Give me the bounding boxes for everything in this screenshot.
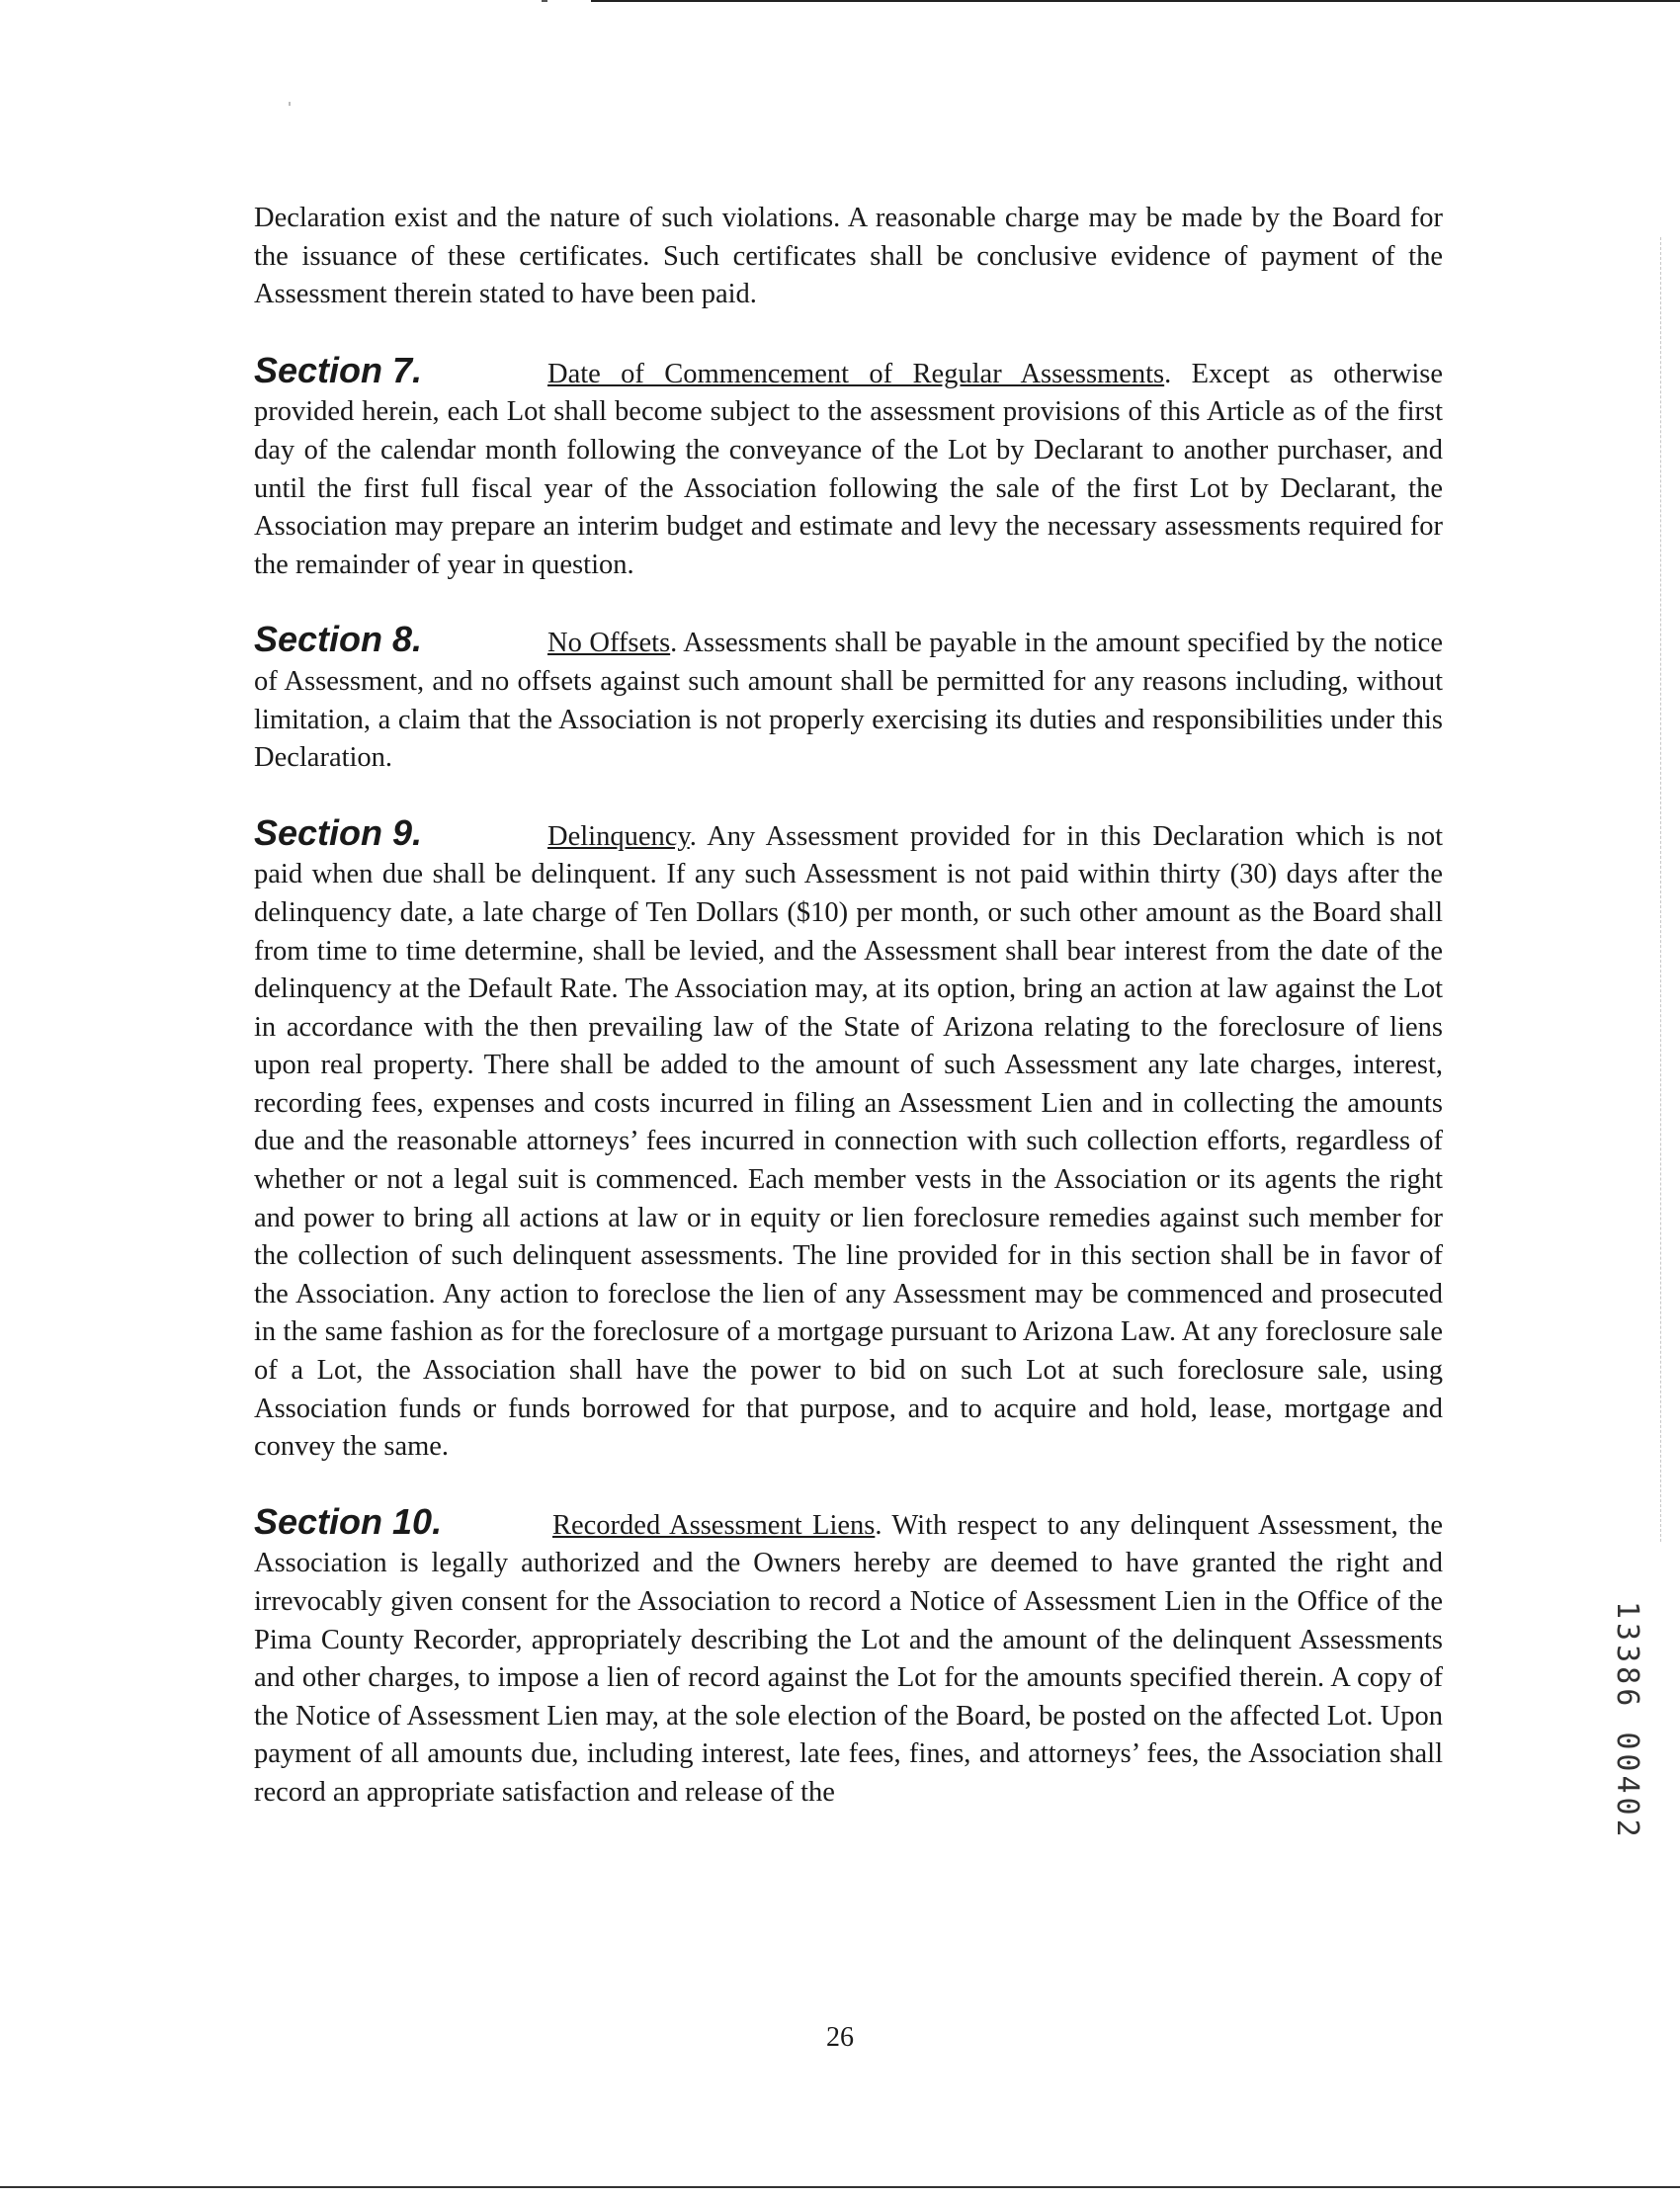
page-number: 26: [826, 2022, 854, 2053]
recorder-stamp: [1610, 1601, 1646, 1858]
section-title: Date of Commencement of Regular Assessments: [547, 358, 1165, 389]
scan-edge-marks: [1660, 237, 1662, 1542]
section-body: . Except as otherwise provided herein, each Lot shall become subject to the assessment provisions of this Article as of the first day of the calendar month following the conveyance of the Lot by Declarant to another purchaser, and until the first full fiscal year of the Association following the sale of the first Lot by Declarant, the Association may prepare an interim budget and estimate and levy the necessary assessments required for the remainder of year in question.: [254, 358, 1443, 580]
section-label: Section 8.: [254, 619, 423, 660]
scan-border-top: [591, 0, 1680, 2]
section-body: . Assessments shall be payable in the amount specified by the notice of Assessment, and no offsets against such amount shall be permitted for any reasons including, without limitation, a claim that the Association is not properly exercising its duties and responsibilities under this Declaration.: [254, 628, 1443, 774]
recorder-stamp-text: 13386 00402: [1610, 1601, 1644, 1841]
section-9: [254, 811, 1443, 1467]
document-page: [254, 200, 1443, 1849]
section-label: Section 9.: [254, 811, 423, 853]
scan-border-bottom: [0, 2186, 1680, 2188]
section-body: . Any Assessment provided for in this Declaration which is not paid when due shall be delinquent. If any such Assessment is not paid within thirty (30) days after the delinquency date, a late charge of Ten Dollars ($10) per month, or such other amount as the Board shall from time to time determine, shall be levied, and the Assessment shall bear interest from the date of the delinquency at the Default Rate. The Association may, at its option, bring an action at law against the Lot in accordance with the then prevailing law of the State of Arizona relating to the foreclosure of liens upon real property. There shall be added to the amount of such Assessment any late charges, interest, recording fees, expenses and costs incurred in filing an Assessment Lien and in collecting the amounts due and the reasonable attorneys’ fees incurred in connection with such collection efforts, regardless of whether or not a legal suit is commenced. Each member vests in the Association or its agents the right and power to bring all actions at law or in equity or lien foreclosure remedies against such member for the collection of such delinquent assessments. The line provided for in this section shall be in favor of the Association. Any action to foreclose the lien of any Assessment may be commenced and prosecuted in the same fashion as for the foreclosure of a mortgage pursuant to Arizona Law. At any foreclosure sale of a Lot, the Association shall have the power to bid on such Lot at such foreclosure sale, using Association funds or funds borrowed for that purpose, and to acquire and hold, lease, mortgage and convey the same.: [254, 820, 1443, 1463]
scan-speck: [289, 102, 291, 106]
section-7: [254, 349, 1443, 585]
section-label: Section 7.: [254, 349, 423, 390]
section-10: [254, 1500, 1443, 1813]
intro-paragraph: Declaration exist and the nature of such violations. A reasonable charge may be made by the Board for the issuance of these certificates. Such certificates shall be conclusive evidence of payment of the Assessment therein stated to have been paid.: [254, 203, 1443, 310]
section-title: Delinquency: [547, 820, 690, 852]
section-body: . With respect to any delinquent Assessment, the Association is legally authorized and the Owners hereby are deemed to have granted the right and irrevocably given consent for the Association to record a Notice of Assessment Lien in the Office of the Pima County Recorder, appropriately describing the Lot and the amount of the delinquent Assessments and other charges, to impose a lien of record against the Lot for the amounts specified therein. A copy of the Notice of Assessment Lien may, at the sole election of the Board, be posted on the affected Lot. Upon payment of all amounts due, including interest, late fees, fines, and attorneys’ fees, the Association shall record an appropriate satisfaction and release of the: [254, 1509, 1443, 1808]
section-8: [254, 621, 1443, 777]
scan-artifact-tick: [542, 0, 547, 2]
section-title: Recorded Assessment Liens: [552, 1509, 876, 1541]
section-title: No Offsets: [547, 628, 671, 659]
section-label: Section 10.: [254, 1500, 443, 1542]
